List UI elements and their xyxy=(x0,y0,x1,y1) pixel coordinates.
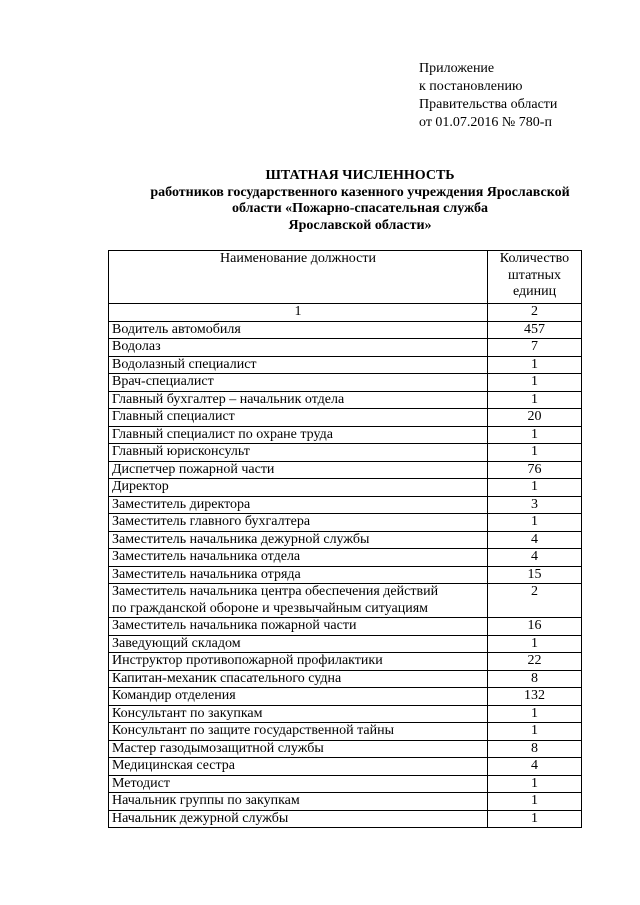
table-row xyxy=(109,479,582,497)
position-name xyxy=(109,514,488,532)
staff-count: 22 xyxy=(488,653,582,671)
header-staff-count xyxy=(488,251,582,304)
table-header-row xyxy=(109,251,582,304)
staff-count: 1 xyxy=(488,723,582,741)
position-name xyxy=(109,793,488,811)
table-row xyxy=(109,793,582,811)
table-row xyxy=(109,653,582,671)
staff-count: 4 xyxy=(488,549,582,567)
position-name xyxy=(109,810,488,828)
position-name xyxy=(109,356,488,374)
staff-count: 1 xyxy=(488,391,582,409)
table-row xyxy=(109,688,582,706)
position-name-line: Главный бухгалтер – начальник отдела xyxy=(112,391,345,407)
position-name-line: Водолаз xyxy=(112,339,161,354)
position-name xyxy=(109,688,488,706)
position-name xyxy=(109,339,488,357)
position-name xyxy=(109,584,488,618)
staff-count: 1 xyxy=(488,775,582,793)
position-name-line: Главный юрисконсульт xyxy=(112,444,250,459)
table-row xyxy=(109,740,582,758)
header-count-line: Количество xyxy=(499,251,570,266)
title-line: области «Пожарно-спасательная служба xyxy=(231,201,488,216)
position-name-line: Начальник дежурной службы xyxy=(112,810,289,826)
position-name-line: Врач-специалист xyxy=(112,374,214,389)
position-name xyxy=(109,531,488,549)
table-index-row xyxy=(109,304,582,322)
position-name xyxy=(109,775,488,793)
staff-count: 1 xyxy=(488,793,582,811)
staff-count: 8 xyxy=(488,740,582,758)
staff-count: 1 xyxy=(488,444,582,462)
position-name xyxy=(109,618,488,636)
position-name-line: Главный специалист xyxy=(112,409,235,424)
staff-count: 1 xyxy=(488,479,582,497)
position-name-line: Консультант по закупкам xyxy=(112,705,263,721)
position-name xyxy=(109,461,488,479)
staff-count: 457 xyxy=(488,321,582,339)
position-name-line: Начальник группы по закупкам xyxy=(112,793,300,808)
table-row xyxy=(109,670,582,688)
staff-count: 4 xyxy=(488,531,582,549)
position-name-line: Заместитель главного бухгалтера xyxy=(112,514,311,529)
staffing-table xyxy=(108,250,582,828)
title-line: ШТАТНАЯ ЧИСЛЕННОСТЬ xyxy=(265,168,455,183)
staff-count: 1 xyxy=(488,705,582,723)
position-name-line: Заместитель начальника центра обеспечения действий xyxy=(112,584,439,599)
staff-count: 4 xyxy=(488,758,582,776)
position-name xyxy=(109,566,488,584)
table-row xyxy=(109,321,582,339)
position-name-line: Водолазный специалист xyxy=(112,356,257,372)
position-name-line: Заместитель начальника отдела xyxy=(112,549,301,564)
column-index: 2 xyxy=(488,304,582,322)
position-name xyxy=(109,496,488,514)
title-line: работников государственного казенного учреждения Ярославской xyxy=(150,184,570,200)
table-body xyxy=(109,321,582,828)
position-name xyxy=(109,444,488,462)
position-name-line: Заместитель начальника пожарной части xyxy=(112,618,357,633)
table-row xyxy=(109,514,582,532)
annex-line: к постановлению xyxy=(419,79,523,94)
table-row xyxy=(109,374,582,392)
table-row xyxy=(109,705,582,723)
staff-count: 15 xyxy=(488,566,582,584)
position-name-line: Директор xyxy=(112,479,169,494)
staff-count: 1 xyxy=(488,426,582,444)
table-row xyxy=(109,723,582,741)
table-row xyxy=(109,356,582,374)
table-row xyxy=(109,426,582,444)
table-row xyxy=(109,618,582,636)
position-name-line: Заместитель начальника отряда xyxy=(112,566,301,582)
position-name xyxy=(109,653,488,671)
staff-count: 1 xyxy=(488,514,582,532)
position-name xyxy=(109,758,488,776)
staff-count: 132 xyxy=(488,688,582,706)
position-name xyxy=(109,321,488,339)
document-title xyxy=(100,168,620,234)
staff-count: 76 xyxy=(488,461,582,479)
table-row xyxy=(109,531,582,549)
position-name-line: по гражданской обороне и чрезвычайным ситуациям xyxy=(112,600,428,616)
table-row xyxy=(109,566,582,584)
staff-count: 1 xyxy=(488,635,582,653)
table-row xyxy=(109,758,582,776)
position-name xyxy=(109,374,488,392)
table-row xyxy=(109,461,582,479)
position-name-line: Методист xyxy=(112,775,170,791)
header-count-line: единиц xyxy=(512,284,557,299)
position-name xyxy=(109,409,488,427)
title-line: Ярославской области» xyxy=(288,217,432,233)
position-name xyxy=(109,391,488,409)
position-name-line: Заведующий складом xyxy=(112,635,241,651)
table-row xyxy=(109,409,582,427)
position-name xyxy=(109,705,488,723)
position-name xyxy=(109,426,488,444)
staff-count: 2 xyxy=(488,584,582,618)
position-name-line: Заместитель директора xyxy=(112,496,251,512)
position-name-line: Медицинская сестра xyxy=(112,758,236,773)
table-row xyxy=(109,635,582,653)
staff-count: 8 xyxy=(488,670,582,688)
table-row xyxy=(109,584,582,618)
position-name-line: Заместитель начальника дежурной службы xyxy=(112,531,370,547)
position-name-line: Водитель автомобиля xyxy=(112,321,241,337)
table-row xyxy=(109,391,582,409)
header-count-line: штатных xyxy=(508,267,561,283)
staff-count: 7 xyxy=(488,339,582,357)
position-name xyxy=(109,635,488,653)
staff-count: 1 xyxy=(488,810,582,828)
table-row xyxy=(109,444,582,462)
annex-block xyxy=(419,60,557,132)
staff-count: 3 xyxy=(488,496,582,514)
position-name xyxy=(109,740,488,758)
table-row xyxy=(109,775,582,793)
position-name-line: Консультант по защите государственной тайны xyxy=(112,723,395,738)
position-name xyxy=(109,723,488,741)
annex-line: от 01.07.2016 № 780-п xyxy=(419,115,552,130)
table-row xyxy=(109,496,582,514)
annex-line: Правительства области xyxy=(419,97,558,112)
staff-count: 16 xyxy=(488,618,582,636)
position-name-line: Главный специалист по охране труда xyxy=(112,426,333,442)
header-position-name: Наименование должности xyxy=(109,251,488,304)
table-row xyxy=(109,339,582,357)
annex-line: Приложение xyxy=(419,61,495,76)
staff-count: 1 xyxy=(488,356,582,374)
position-name-line: Инструктор противопожарной профилактики xyxy=(112,653,383,668)
column-index: 1 xyxy=(109,304,488,322)
position-name-line: Капитан-механик спасательного судна xyxy=(112,670,342,686)
staff-count: 1 xyxy=(488,374,582,392)
position-name xyxy=(109,549,488,567)
table-row xyxy=(109,810,582,828)
position-name-line: Командир отделения xyxy=(112,688,236,703)
position-name-line: Диспетчер пожарной части xyxy=(112,461,275,477)
position-name-line: Мастер газодымозащитной службы xyxy=(112,740,324,756)
staff-count: 20 xyxy=(488,409,582,427)
position-name xyxy=(109,670,488,688)
table-row xyxy=(109,549,582,567)
position-name xyxy=(109,479,488,497)
